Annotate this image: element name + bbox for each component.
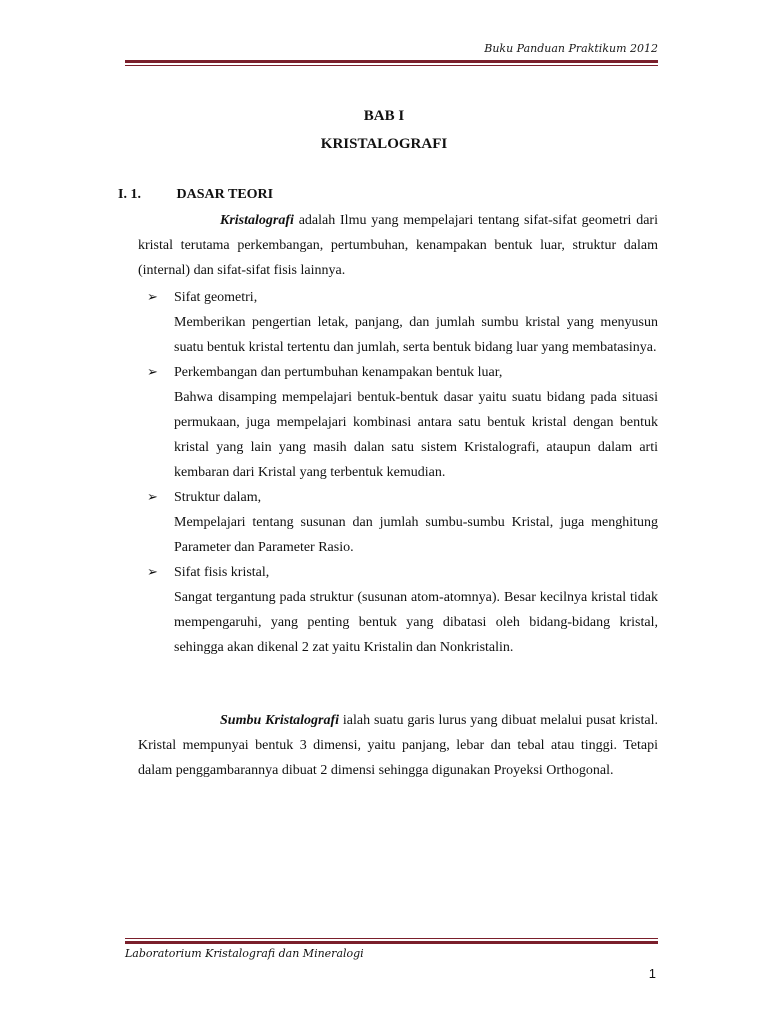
list-item bbox=[138, 285, 658, 360]
intro-text: adalah Ilmu yang mempelajari tentang sifat-sifat geometri dari kristal terutama perkembangan, pertumbuhan, kenampakan bentuk luar, struktur dalam (internal) dan sifat-sifat fisis lainnya. bbox=[138, 213, 658, 278]
bullet-title: Sifat geometri, bbox=[174, 290, 258, 305]
bullet-title: Perkembangan dan pertumbuhan kenampakan bentuk luar, bbox=[174, 365, 503, 380]
axis-term: Sumbu Kristalografi bbox=[220, 713, 340, 728]
bullet-list bbox=[138, 285, 658, 660]
bullet-description: Memberikan pengertian letak, panjang, dan jumlah sumbu kristal yang menyusun suatu bentuk kristal tertentu dan jumlah, serta bentuk bidang luar yang membatasinya. bbox=[174, 315, 658, 355]
arrow-bullet-icon: ➢ bbox=[147, 365, 158, 380]
axis-paragraph bbox=[138, 708, 658, 783]
header-rule-thin bbox=[125, 65, 658, 66]
list-item bbox=[138, 560, 658, 660]
header-rule-thick bbox=[125, 60, 658, 63]
header-rule bbox=[125, 60, 658, 66]
footer-rule-thick bbox=[125, 941, 658, 944]
chapter-title: KRISTALOGRAFI bbox=[320, 136, 448, 152]
footer-rule-thin bbox=[125, 938, 658, 939]
arrow-bullet-icon: ➢ bbox=[147, 565, 158, 580]
intro-paragraph bbox=[138, 208, 658, 283]
bullet-title: Sifat fisis kristal, bbox=[174, 565, 270, 580]
list-item bbox=[138, 360, 658, 485]
footer-lab-name: Laboratorium Kristalografi dan Mineralogi bbox=[125, 947, 364, 960]
section-heading bbox=[118, 187, 273, 203]
chapter-label: BAB I bbox=[363, 108, 405, 124]
page-number: 1 bbox=[648, 966, 656, 981]
section-title: DASAR TEORI bbox=[176, 187, 274, 202]
bullet-description: Bahwa disamping mempelajari bentuk-bentuk dasar yaitu suatu bidang pada situasi permukaan, juga mempelajari kombinasi antara satu bentuk kristal dengan bentuk kristal yang lain yang masih dalan satu sistem Kristalografi, ataupun dalam arti kembaran dari Kristal yang terbentuk kemudian. bbox=[174, 390, 658, 480]
bullet-description: Sangat tergantung pada struktur (susunan atom-atomnya). Besar kecilnya kristal tidak mempengaruhi, yang penting bentuk yang dibatasi oleh bidang-bidang kristal, sehingga akan dikenal 2 zat yaitu Kristalin dan Nonkristalin. bbox=[174, 590, 658, 655]
arrow-bullet-icon: ➢ bbox=[147, 290, 158, 305]
running-header: Buku Panduan Praktikum 2012 bbox=[484, 42, 658, 55]
intro-term: Kristalografi bbox=[220, 213, 294, 228]
footer-rule bbox=[125, 938, 658, 944]
axis-text: ialah suatu garis lurus yang dibuat melalui pusat kristal. Kristal mempunyai bentuk 3 dimensi, yaitu panjang, lebar dan tebal atau tinggi. Tetapi dalam penggambarannya dibuat 2 dimensi sehingga digunakan Proyeksi Orthogonal. bbox=[138, 713, 658, 778]
section-number: I. 1. bbox=[118, 187, 141, 202]
list-item bbox=[138, 485, 658, 560]
bullet-title: Struktur dalam, bbox=[174, 490, 262, 505]
arrow-bullet-icon: ➢ bbox=[147, 490, 158, 505]
bullet-description: Mempelajari tentang susunan dan jumlah sumbu-sumbu Kristal, juga menghitung Parameter dan Parameter Rasio. bbox=[174, 515, 658, 555]
